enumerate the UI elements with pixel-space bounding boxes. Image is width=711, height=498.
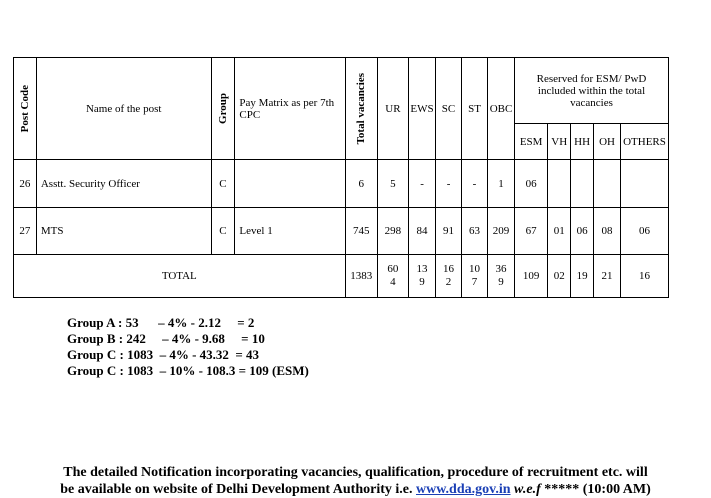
cell-esm: 06 bbox=[515, 160, 548, 208]
cell-ews: - bbox=[409, 160, 436, 208]
total-ur: 60 4 bbox=[377, 255, 408, 298]
total-vh: 02 bbox=[548, 255, 571, 298]
calc-line-group-b: Group B : 242 – 4% - 9.68 = 10 bbox=[67, 331, 265, 346]
header-ur: UR bbox=[377, 58, 408, 160]
calc-line-group-a: Group A : 53 – 4% - 2.12 = 2 bbox=[67, 315, 255, 330]
cell-ur: 298 bbox=[377, 208, 408, 255]
header-pay-matrix: Pay Matrix as per 7th CPC bbox=[235, 58, 345, 160]
calc-line-group-c-esm: Group C : 1083 – 10% - 108.3 = 109 (ESM) bbox=[67, 363, 309, 378]
cell-group: C bbox=[211, 160, 235, 208]
cell-pay bbox=[235, 160, 345, 208]
header-ews: EWS bbox=[409, 58, 436, 160]
header-group: Group bbox=[211, 58, 235, 160]
header-esm: ESM bbox=[515, 124, 548, 160]
header-sc: SC bbox=[436, 58, 462, 160]
total-obc: 36 9 bbox=[488, 255, 515, 298]
total-vacancies: 1383 bbox=[345, 255, 377, 298]
cell-st: - bbox=[462, 160, 488, 208]
total-hh: 19 bbox=[571, 255, 594, 298]
footer-notice bbox=[0, 465, 711, 498]
header-others: OTHERS bbox=[621, 124, 669, 160]
cell-hh: 06 bbox=[571, 208, 594, 255]
cell-ur: 5 bbox=[377, 160, 408, 208]
cell-others: 06 bbox=[621, 208, 669, 255]
header-oh: OH bbox=[594, 124, 621, 160]
header-hh: HH bbox=[571, 124, 594, 160]
total-row bbox=[14, 255, 669, 298]
header-st: ST bbox=[462, 58, 488, 160]
total-ews: 13 9 bbox=[409, 255, 436, 298]
total-others: 16 bbox=[621, 255, 669, 298]
header-reserved: Reserved for ESM/ PwD included within the total vacancies bbox=[515, 58, 669, 124]
footer-line-2: be available on website of Delhi Development Authority i.e. www.dda.gov.in w.e.f ***** (10:00 AM) bbox=[60, 481, 651, 497]
cell-total: 745 bbox=[345, 208, 377, 255]
calc-line-group-c: Group C : 1083 – 4% - 43.32 = 43 bbox=[67, 347, 260, 362]
total-label: TOTAL bbox=[14, 255, 346, 298]
table-row bbox=[14, 160, 669, 208]
cell-sc: 91 bbox=[436, 208, 462, 255]
cell-hh bbox=[571, 160, 594, 208]
cell-obc: 209 bbox=[488, 208, 515, 255]
total-sc: 16 2 bbox=[436, 255, 462, 298]
cell-post-name: MTS bbox=[36, 208, 211, 255]
table-row bbox=[14, 208, 669, 255]
vacancy-table bbox=[13, 57, 669, 298]
dda-website-link[interactable]: www.dda.gov.in bbox=[416, 481, 511, 497]
cell-vh: 01 bbox=[548, 208, 571, 255]
header-total-vacancies: Total vacancies bbox=[345, 58, 377, 160]
footer-line-1: The detailed Notification incorporating vacancies, qualification, procedure of recruitment etc. will bbox=[63, 465, 648, 480]
cell-sc: - bbox=[436, 160, 462, 208]
cell-vh bbox=[548, 160, 571, 208]
cell-others bbox=[621, 160, 669, 208]
cell-post-code: 27 bbox=[14, 208, 37, 255]
header-post-code: Post Code bbox=[14, 58, 37, 160]
cell-post-name: Asstt. Security Officer bbox=[36, 160, 211, 208]
cell-oh: 08 bbox=[594, 208, 621, 255]
cell-total: 6 bbox=[345, 160, 377, 208]
cell-esm: 67 bbox=[515, 208, 548, 255]
total-st: 10 7 bbox=[462, 255, 488, 298]
group-calculations bbox=[67, 315, 309, 379]
cell-post-code: 26 bbox=[14, 160, 37, 208]
total-esm: 109 bbox=[515, 255, 548, 298]
total-oh: 21 bbox=[594, 255, 621, 298]
cell-oh bbox=[594, 160, 621, 208]
header-obc: OBC bbox=[488, 58, 515, 160]
cell-pay: Level 1 bbox=[235, 208, 345, 255]
header-vh: VH bbox=[548, 124, 571, 160]
cell-group: C bbox=[211, 208, 235, 255]
header-name-of-post: Name of the post bbox=[36, 58, 211, 160]
cell-st: 63 bbox=[462, 208, 488, 255]
cell-ews: 84 bbox=[409, 208, 436, 255]
cell-obc: 1 bbox=[488, 160, 515, 208]
